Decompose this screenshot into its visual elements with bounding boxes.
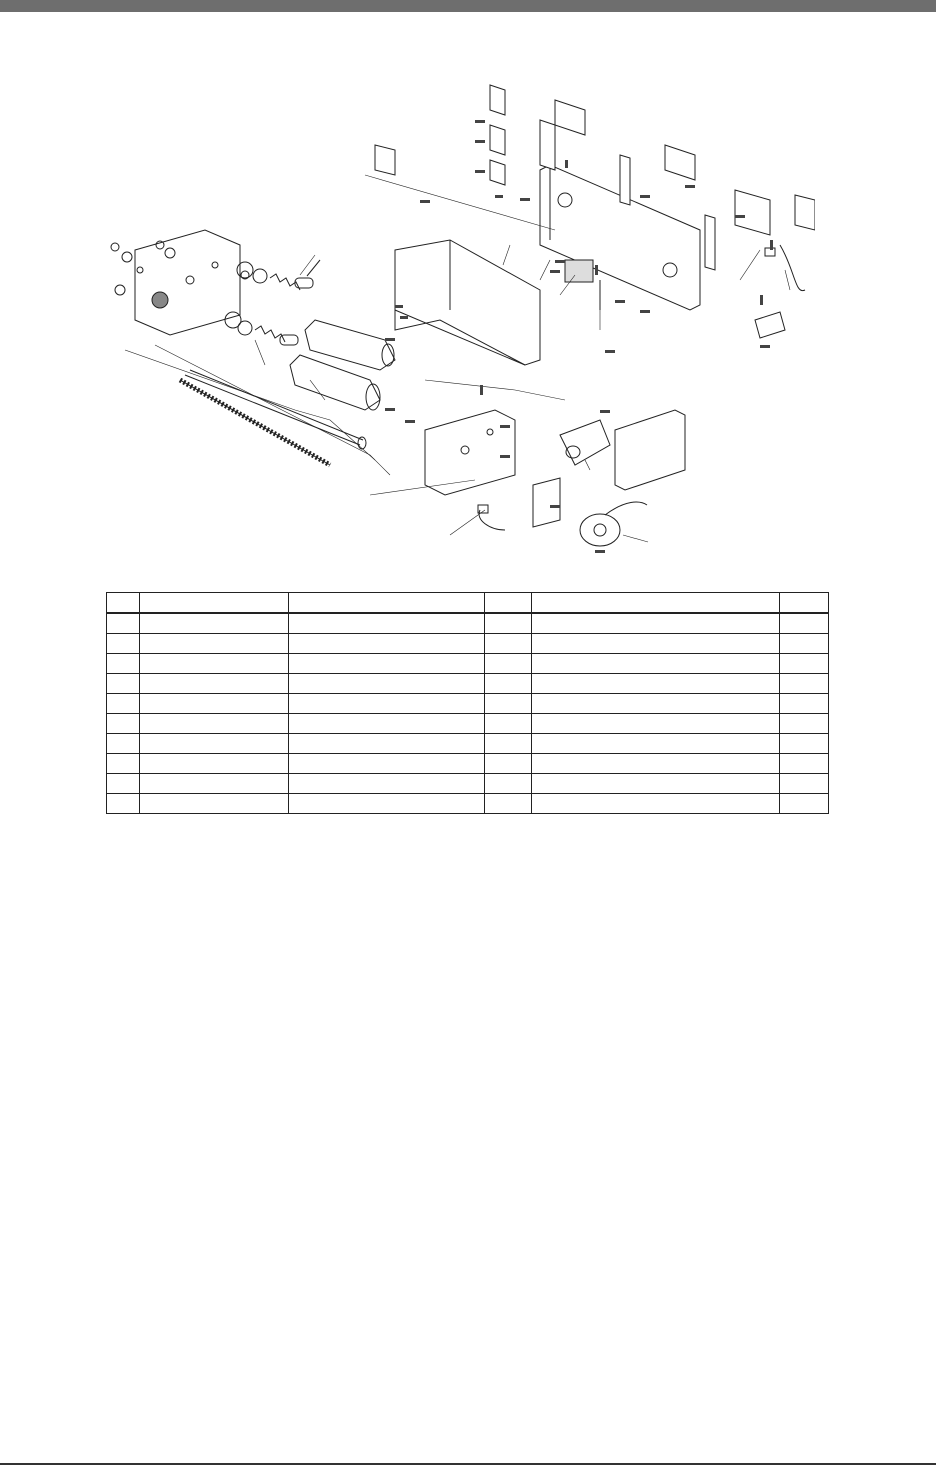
table-cell [780, 734, 829, 754]
table-cell [140, 794, 289, 814]
table-row [107, 794, 829, 814]
sensor-harness [755, 245, 805, 338]
table-cell [485, 774, 532, 794]
drive-motor [580, 502, 647, 546]
col-description-2 [532, 593, 780, 614]
table-cell [140, 734, 289, 754]
table-cell [485, 754, 532, 774]
parts-list-table [106, 592, 829, 814]
gear-motor [560, 420, 610, 465]
table-cell [780, 754, 829, 774]
table-cell [485, 694, 532, 714]
table-row [107, 654, 829, 674]
table-cell [289, 774, 485, 794]
table-row [107, 754, 829, 774]
small-square-bracket [533, 478, 560, 527]
table-cell [289, 613, 485, 634]
table-cell [107, 634, 140, 654]
table-cell [532, 613, 780, 634]
table-cell [107, 794, 140, 814]
table-row [107, 714, 829, 734]
exploded-parts-diagram [95, 80, 815, 580]
table-cell [485, 794, 532, 814]
table-cell [780, 654, 829, 674]
table-cell [140, 634, 289, 654]
table-cell [140, 613, 289, 634]
table-cell [532, 694, 780, 714]
table-cell [485, 674, 532, 694]
table-cell [532, 654, 780, 674]
center-bracket [395, 240, 540, 365]
table-cell [485, 654, 532, 674]
table-cell [780, 794, 829, 814]
footer-rule [0, 1463, 936, 1465]
table-cell [107, 754, 140, 774]
left-side-plate [135, 230, 240, 335]
table-cell [140, 714, 289, 734]
col-part-no [140, 593, 289, 614]
table-header-row [107, 593, 829, 614]
table-cell [780, 694, 829, 714]
header-bar [0, 0, 936, 12]
table-cell [140, 754, 289, 774]
table-cell [780, 774, 829, 794]
col-qty [780, 593, 829, 614]
cover-plate [615, 410, 685, 490]
table-cell [780, 674, 829, 694]
table-cell [780, 714, 829, 734]
table-cell [532, 634, 780, 654]
table-row [107, 674, 829, 694]
table-cell [485, 714, 532, 734]
table-row [107, 613, 829, 634]
table-cell [107, 674, 140, 694]
table-cell [107, 734, 140, 754]
table-cell [532, 734, 780, 754]
table-cell [107, 714, 140, 734]
table-cell [107, 694, 140, 714]
table-cell [140, 694, 289, 714]
col-description [289, 593, 485, 614]
table-cell [485, 734, 532, 754]
table-cell [289, 694, 485, 714]
table-cell [289, 674, 485, 694]
table-cell [289, 634, 485, 654]
table-row [107, 634, 829, 654]
table-cell [780, 613, 829, 634]
table-cell [107, 613, 140, 634]
table-cell [107, 654, 140, 674]
table-cell [532, 714, 780, 734]
col-ref-2 [485, 593, 532, 614]
table-row [107, 734, 829, 754]
table-cell [485, 634, 532, 654]
table-row [107, 774, 829, 794]
table-row [107, 694, 829, 714]
right-side-plate [425, 410, 515, 495]
table-cell [289, 714, 485, 734]
table-cell [140, 674, 289, 694]
table-cell [140, 654, 289, 674]
table-cell [289, 794, 485, 814]
col-ref [107, 593, 140, 614]
table-cell [289, 754, 485, 774]
table-cell [289, 654, 485, 674]
table-cell [532, 674, 780, 694]
table-cell [532, 754, 780, 774]
lower-harness [478, 505, 505, 530]
spiral-shaft [180, 380, 330, 465]
table-cell [532, 794, 780, 814]
table-cell [289, 734, 485, 754]
table-cell [107, 774, 140, 794]
table-cell [485, 613, 532, 634]
table-cell [780, 634, 829, 654]
table-cell [532, 774, 780, 794]
table-cell [140, 774, 289, 794]
